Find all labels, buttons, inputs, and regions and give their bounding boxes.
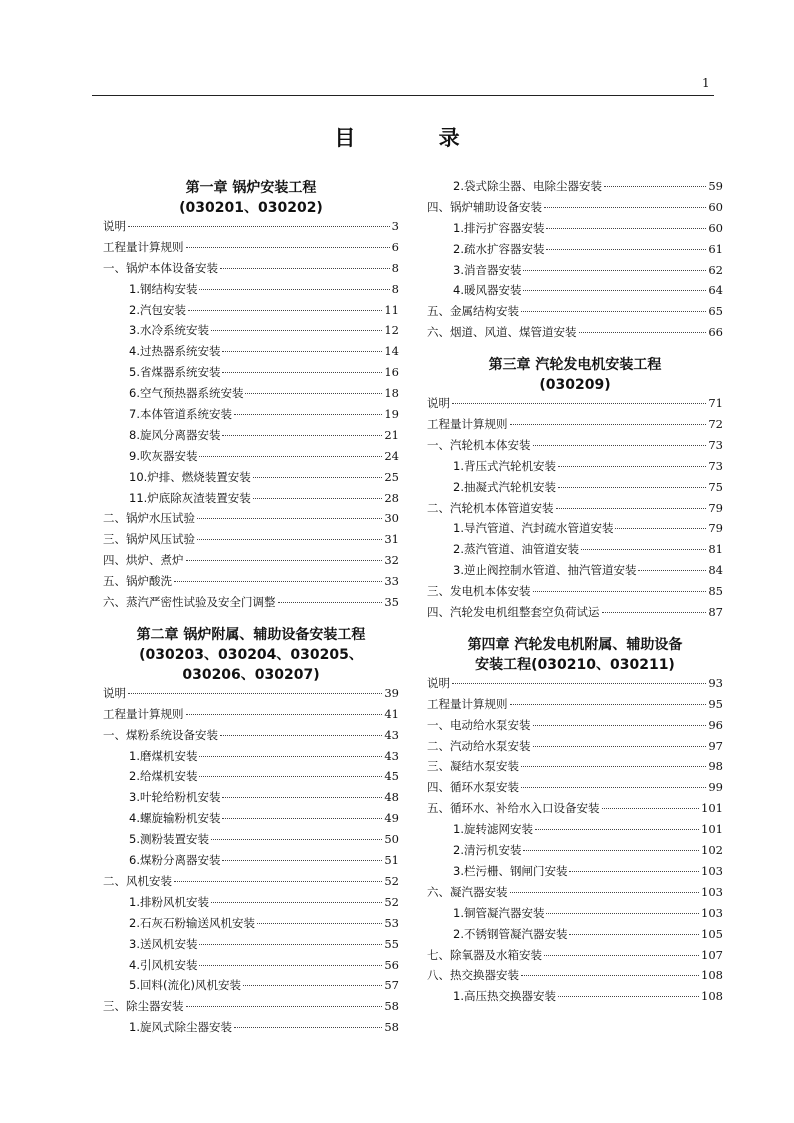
toc-entry[interactable]: [427, 458, 723, 479]
toc-entry[interactable]: [103, 831, 399, 852]
toc-leader-dots: [234, 1027, 382, 1028]
toc-leader-dots: [174, 881, 382, 882]
toc-entry[interactable]: [103, 385, 399, 406]
toc-entry[interactable]: [427, 199, 723, 220]
toc-leader-dots: [199, 776, 382, 777]
toc-entry[interactable]: [103, 685, 399, 706]
toc-leader-dots: [544, 955, 699, 956]
chapter-heading: (030201、030202): [179, 200, 323, 216]
toc-leader-dots: [521, 311, 706, 312]
toc-leader-dots: [174, 581, 382, 582]
toc-leader-dots: [278, 602, 383, 603]
toc-leader-dots: [546, 228, 706, 229]
toc-leader-dots: [523, 850, 699, 851]
toc-leader-dots: [533, 746, 707, 747]
toc-leader-dots: [521, 787, 706, 788]
toc-page-number: 57: [384, 978, 399, 993]
toc-entry-title: 1.旋风式除尘器安装: [129, 1020, 232, 1035]
toc-page-number: 56: [384, 957, 399, 972]
toc-entry[interactable]: [103, 810, 399, 831]
toc-entry-title: 二、汽动给水泵安装: [427, 738, 531, 753]
toc-leader-dots: [638, 570, 706, 571]
toc-page-number: 12: [384, 323, 399, 338]
toc-entry[interactable]: [103, 573, 399, 594]
toc-page-number: 96: [708, 717, 723, 732]
toc-page-number: 85: [708, 584, 723, 599]
toc-leader-dots: [510, 892, 700, 893]
toc-page-number: 33: [384, 574, 399, 589]
toc-entry[interactable]: [427, 562, 723, 583]
toc-leader-dots: [197, 518, 382, 519]
chapter-heading: 第三章 汽轮发电机安装工程: [488, 357, 662, 374]
toc-page-number: 31: [384, 532, 399, 547]
toc-entry-title: 六、烟道、风道、煤管道安装: [427, 325, 577, 340]
toc-page-number: 45: [384, 769, 399, 784]
toc-entry[interactable]: [103, 218, 399, 239]
chapter-heading: 第二章 锅炉附属、辅助设备安装工程: [136, 626, 366, 643]
toc-entry-title: 五、循环水、补给水入口设备安装: [427, 801, 600, 816]
toc-page-number: 21: [384, 427, 399, 442]
toc-leader-dots: [569, 934, 699, 935]
toc-entry[interactable]: [427, 821, 723, 842]
toc-page-number: 28: [384, 490, 399, 505]
toc-page-number: 14: [384, 344, 399, 359]
toc-entry-title: 10.炉排、燃烧装置安装: [129, 469, 251, 484]
toc-page-number: 65: [708, 304, 723, 319]
toc-entry-title: 6.空气预热器系统安装: [129, 386, 244, 401]
toc-page-number: 30: [384, 511, 399, 526]
toc-leader-dots: [243, 985, 382, 986]
toc-leader-dots: [128, 226, 390, 227]
toc-entry-title: 工程量计算规则: [103, 706, 184, 721]
toc-entry-title: 一、汽轮机本体安装: [427, 437, 531, 452]
toc-entry[interactable]: [427, 479, 723, 500]
toc-leader-dots: [602, 612, 707, 613]
toc-leader-dots: [222, 797, 382, 798]
toc-entry-title: 六、蒸汽严密性试验及安全门调整: [103, 595, 276, 610]
toc-entry[interactable]: [427, 395, 723, 416]
toc-entry-title: 二、汽轮机本体管道安装: [427, 500, 554, 515]
toc-entry-title: 三、除尘器安装: [103, 999, 184, 1014]
toc-page-number: 108: [701, 989, 723, 1004]
toc-entry-title: 2.石灰石粉输送风机安装: [129, 915, 255, 930]
toc-leader-dots: [544, 207, 706, 208]
toc-page-number: 52: [384, 894, 399, 909]
toc-entry[interactable]: [427, 262, 723, 283]
toc-page-number: 8: [391, 260, 399, 275]
toc-page-number: 79: [708, 521, 723, 536]
toc-leader-dots: [199, 289, 389, 290]
toc-entry[interactable]: [427, 303, 723, 324]
toc-leader-dots: [523, 290, 706, 291]
toc-entry-title: 四、循环水泵安装: [427, 780, 519, 795]
toc-page-number: 71: [708, 396, 723, 411]
toc-entry[interactable]: [103, 364, 399, 385]
toc-entry-title: 3.叶轮给粉机安装: [129, 790, 221, 805]
toc-page-number: 50: [384, 832, 399, 847]
toc-entry-title: 1.铜管凝汽器安装: [453, 905, 545, 920]
toc-leader-dots: [245, 393, 382, 394]
toc-entry-title: 四、烘炉、煮炉: [103, 553, 184, 568]
toc-leader-dots: [546, 249, 706, 250]
toc-entry[interactable]: [427, 863, 723, 884]
toc-page-number: 97: [708, 738, 723, 753]
toc-leader-dots: [211, 839, 382, 840]
toc-entry[interactable]: [427, 988, 723, 1009]
toc-entry[interactable]: [427, 779, 723, 800]
chapter-heading: 安装工程(030210、030211): [475, 656, 675, 673]
toc-entry-title: 4.过热器系统安装: [129, 344, 221, 359]
toc-entry-title: 一、锅炉本体设备安装: [103, 260, 218, 275]
toc-leader-dots: [186, 714, 383, 715]
toc-entry[interactable]: [427, 541, 723, 562]
toc-leader-dots: [197, 539, 382, 540]
toc-entry-title: 3.送风机安装: [129, 936, 198, 951]
toc-page-number: 43: [384, 748, 399, 763]
toc-entry-title: 3.消音器安装: [453, 262, 522, 277]
toc-page-number: 99: [708, 780, 723, 795]
toc-page-number: 103: [701, 863, 723, 878]
toc-entry[interactable]: [427, 241, 723, 262]
toc-entry-title: 二、风机安装: [103, 873, 172, 888]
toc-entry-title: 2.给煤机安装: [129, 769, 198, 784]
toc-entry[interactable]: [427, 324, 723, 345]
toc-entry-title: 说明: [103, 219, 126, 233]
toc-entry-title: 4.螺旋输粉机安装: [129, 811, 221, 826]
toc-entry[interactable]: [103, 490, 399, 511]
toc-page-number: 95: [708, 696, 723, 711]
toc-page-number: 16: [384, 365, 399, 380]
toc-left-column: [103, 178, 399, 1040]
toc-leader-dots: [615, 528, 706, 529]
toc-leader-dots: [253, 477, 383, 478]
toc-entry-title: 五、锅炉酸洗: [103, 574, 172, 589]
toc-leader-dots: [220, 268, 390, 269]
toc-leader-dots: [199, 965, 382, 966]
toc-right-column: [427, 178, 723, 1009]
toc-entry-title: 工程量计算规则: [103, 239, 184, 254]
toc-entry[interactable]: [103, 510, 399, 531]
toc-entry[interactable]: [103, 469, 399, 490]
toc-page-number: 39: [384, 685, 399, 700]
toc-entry-title: 9.吹灰器安装: [129, 448, 198, 463]
toc-entry[interactable]: [103, 894, 399, 915]
toc-entry-title: 1.排粉风机安装: [129, 894, 209, 909]
toc-leader-dots: [222, 818, 382, 819]
chapter-heading: (030209): [539, 377, 611, 394]
toc-entry-title: 1.钢结构安装: [129, 281, 198, 296]
toc-leader-dots: [222, 435, 382, 436]
toc-entry-title: 1.磨煤机安装: [129, 748, 198, 763]
toc-page-number: 41: [384, 706, 399, 721]
toc-page-number: 48: [384, 790, 399, 805]
toc-entry[interactable]: [427, 220, 723, 241]
toc-entry[interactable]: [103, 957, 399, 978]
toc-entry[interactable]: [427, 842, 723, 863]
toc-leader-dots: [533, 445, 707, 446]
toc-page-number: 79: [708, 500, 723, 515]
toc-entry-title: 5.省煤器系统安装: [129, 365, 221, 380]
toc-page-number: 98: [708, 759, 723, 774]
toc-entry[interactable]: [427, 884, 723, 905]
chapter-heading: (030203、030204、030205、030206、030207): [139, 646, 363, 683]
page-number: 1: [702, 76, 710, 90]
toc-entry[interactable]: [103, 427, 399, 448]
toc-entry[interactable]: [427, 437, 723, 458]
toc-page-number: 43: [384, 727, 399, 742]
toc-page-number: 64: [708, 283, 723, 298]
toc-entry[interactable]: [427, 905, 723, 926]
toc-leader-dots: [602, 808, 700, 809]
toc-page-number: 103: [701, 905, 723, 920]
toc-leader-dots: [510, 704, 707, 705]
toc-leader-dots: [452, 683, 706, 684]
toc-entry-title: 2.抽凝式汽轮机安装: [453, 479, 556, 494]
toc-page-number: 53: [384, 915, 399, 930]
toc-entry-title: 三、锅炉风压试验: [103, 532, 195, 547]
toc-leader-dots: [186, 247, 390, 248]
toc-leader-dots: [220, 735, 382, 736]
toc-page-number: 81: [708, 542, 723, 557]
toc-leader-dots: [257, 923, 382, 924]
toc-entry-title: 一、煤粉系统设备安装: [103, 727, 218, 742]
toc-leader-dots: [211, 330, 382, 331]
toc-entry[interactable]: [427, 738, 723, 759]
toc-page-number: 108: [701, 968, 723, 983]
toc-leader-dots: [452, 403, 706, 404]
toc-page-number: 51: [384, 853, 399, 868]
toc-entry-title: 3.逆止阀控制水管道、抽汽管道安装: [453, 563, 637, 578]
toc-entry-title: 七、除氧器及水箱安装: [427, 947, 542, 962]
toc-entry[interactable]: [103, 936, 399, 957]
toc-entry-title: 四、汽轮发电机组整套空负荷试运: [427, 605, 600, 620]
toc-entry-title: 6.煤粉分离器安装: [129, 853, 221, 868]
toc-page-number: 18: [384, 386, 399, 401]
toc-entry-title: 3.水冷系统安装: [129, 323, 209, 338]
toc-leader-dots: [128, 693, 382, 694]
toc-page-number: 52: [384, 873, 399, 888]
toc-entry-title: 一、电动给水泵安装: [427, 717, 531, 732]
toc-entry-title: 说明: [427, 675, 450, 690]
toc-leader-dots: [199, 756, 382, 757]
toc-page-number: 61: [708, 241, 723, 256]
toc-entry[interactable]: [103, 322, 399, 343]
toc-entry-title: 1.导汽管道、汽封疏水管道安装: [453, 521, 614, 536]
toc-page-number: 32: [384, 553, 399, 568]
toc-entry-title: 2.清污机安装: [453, 843, 522, 858]
toc-entry[interactable]: [103, 998, 399, 1019]
toc-entry[interactable]: [103, 260, 399, 281]
toc-leader-dots: [556, 508, 707, 509]
toc-page-number: 3: [391, 219, 399, 233]
toc-leader-dots: [188, 310, 382, 311]
toc-leader-dots: [222, 860, 382, 861]
toc-page-number: 24: [384, 448, 399, 463]
toc-entry-title: 工程量计算规则: [427, 696, 508, 711]
toc-entry[interactable]: [103, 748, 399, 769]
toc-entry[interactable]: [103, 281, 399, 302]
toc-entry-title: 1.旋转滤网安装: [453, 822, 533, 837]
toc-leader-dots: [186, 560, 383, 561]
toc-entry[interactable]: [103, 448, 399, 469]
toc-entry[interactable]: [427, 583, 723, 604]
toc-entry[interactable]: [103, 406, 399, 427]
toc-leader-dots: [581, 549, 706, 550]
toc-entry-title: 二、锅炉水压试验: [103, 511, 195, 526]
toc-entry[interactable]: [427, 967, 723, 988]
toc-leader-dots: [558, 487, 706, 488]
toc-entry-title: 工程量计算规则: [427, 417, 508, 432]
toc-leader-dots: [222, 351, 382, 352]
toc-page-number: 35: [384, 595, 399, 610]
chapter-heading: 第一章 锅炉安装工程: [185, 180, 317, 196]
toc-leader-dots: [186, 1006, 383, 1007]
toc-entry[interactable]: [427, 717, 723, 738]
toc-page-number: 73: [708, 437, 723, 452]
toc-entry[interactable]: [427, 800, 723, 821]
toc-page-number: 101: [701, 801, 723, 816]
toc-entry-title: 4.引风机安装: [129, 957, 198, 972]
toc-entry[interactable]: [427, 947, 723, 968]
toc-entry-title: 8.旋风分离器安装: [129, 427, 221, 442]
toc-entry[interactable]: [427, 758, 723, 779]
toc-leader-dots: [521, 766, 706, 767]
toc-entry[interactable]: [427, 604, 723, 625]
toc-page-number: 62: [708, 262, 723, 277]
toc-page-number: 72: [708, 417, 723, 432]
toc-entry-title: 六、凝汽器安装: [427, 884, 508, 899]
toc-leader-dots: [558, 996, 699, 997]
toc-entry[interactable]: [103, 706, 399, 727]
toc-entry-title: 说明: [427, 396, 450, 411]
toc-entry[interactable]: [103, 552, 399, 573]
page-title: 目 录: [334, 126, 498, 150]
toc-leader-dots: [546, 913, 699, 914]
toc-entry[interactable]: [103, 594, 399, 615]
chapter-heading: 第四章 汽轮发电机附属、辅助设备: [467, 636, 683, 653]
toc-entry-title: 2.袋式除尘器、电除尘器安装: [453, 179, 602, 193]
toc-page-number: 59: [708, 179, 723, 193]
toc-page-number: 8: [391, 281, 399, 296]
toc-leader-dots: [510, 424, 707, 425]
toc-leader-dots: [579, 332, 707, 333]
toc-leader-dots: [533, 725, 707, 726]
toc-leader-dots: [199, 456, 382, 457]
toc-entry[interactable]: [427, 696, 723, 717]
toc-entry-title: 说明: [103, 685, 126, 700]
toc-entry[interactable]: [103, 873, 399, 894]
toc-entry-title: 八、热交换器安装: [427, 968, 519, 983]
toc-entry-title: 4.暖风器安装: [453, 283, 522, 298]
toc-leader-dots: [535, 829, 699, 830]
toc-entry[interactable]: [427, 520, 723, 541]
toc-page-number: 19: [384, 407, 399, 422]
toc-page-number: 102: [701, 843, 723, 858]
toc-entry[interactable]: [103, 343, 399, 364]
toc-entry-title: 7.本体管道系统安装: [129, 407, 232, 422]
toc-page-number: 25: [384, 469, 399, 484]
toc-entry[interactable]: [103, 531, 399, 552]
toc-leader-dots: [234, 414, 382, 415]
toc-page-number: 49: [384, 811, 399, 826]
header-rule: [92, 95, 714, 96]
toc-leader-dots: [253, 498, 383, 499]
toc-page-number: 58: [384, 999, 399, 1014]
toc-page-number: 93: [708, 675, 723, 690]
toc-entry[interactable]: [427, 282, 723, 303]
toc-leader-dots: [604, 186, 706, 187]
toc-leader-dots: [558, 466, 706, 467]
toc-entry-title: 三、凝结水泵安装: [427, 759, 519, 774]
toc-page-number: 87: [708, 605, 723, 620]
toc-entry-title: 5.测粉装置安装: [129, 832, 209, 847]
toc-entry-title: 11.炉底除灰渣装置安装: [129, 490, 251, 505]
toc-entry[interactable]: [103, 768, 399, 789]
toc-page-number: 66: [708, 325, 723, 340]
toc-entry-title: 五、金属结构安装: [427, 304, 519, 319]
toc-leader-dots: [199, 944, 382, 945]
toc-page-number: 75: [708, 479, 723, 494]
toc-leader-dots: [222, 372, 382, 373]
toc-leader-dots: [523, 270, 706, 271]
toc-entry-title: 2.汽包安装: [129, 302, 186, 317]
toc-entry-title: 1.高压热交换器安装: [453, 989, 556, 1004]
toc-page-number: 84: [708, 563, 723, 578]
toc-entry[interactable]: [103, 977, 399, 998]
toc-page-number: 58: [384, 1020, 399, 1035]
toc-entry[interactable]: [427, 675, 723, 696]
toc-page-number: 55: [384, 936, 399, 951]
toc-page-number: 11: [384, 302, 399, 317]
toc-page-number: 107: [701, 947, 723, 962]
toc-page-number: 60: [708, 220, 723, 235]
toc-entry-title: 1.排污扩容器安装: [453, 220, 545, 235]
toc-entry[interactable]: [103, 915, 399, 936]
toc-page-number: 73: [708, 458, 723, 473]
toc-entry[interactable]: [427, 500, 723, 521]
toc-entry[interactable]: [427, 178, 723, 199]
toc-entry-title: 5.回料(流化)风机安装: [129, 978, 241, 993]
toc-page-number: 6: [391, 239, 399, 254]
toc-entry[interactable]: [103, 852, 399, 873]
toc-entry-title: 2.蒸汽管道、油管道安装: [453, 542, 579, 557]
toc-page-number: 101: [701, 822, 723, 837]
toc-page-number: 103: [701, 884, 723, 899]
toc-entry[interactable]: [103, 1019, 399, 1040]
toc-entry[interactable]: [427, 926, 723, 947]
toc-entry-title: 2.疏水扩容器安装: [453, 241, 545, 256]
toc-entry[interactable]: [103, 239, 399, 260]
toc-entry[interactable]: [427, 416, 723, 437]
toc-entry-title: 2.不锈钢管凝汽器安装: [453, 926, 568, 941]
toc-page-number: 105: [701, 926, 723, 941]
toc-entry-title: 三、发电机本体安装: [427, 584, 531, 599]
toc-page-number: 60: [708, 199, 723, 214]
toc-entry-title: 四、锅炉辅助设备安装: [427, 199, 542, 214]
toc-entry[interactable]: [103, 302, 399, 323]
toc-entry-title: 3.栏污栅、钢闸门安装: [453, 863, 568, 878]
toc-leader-dots: [211, 902, 382, 903]
toc-entry[interactable]: [103, 727, 399, 748]
toc-leader-dots: [521, 975, 699, 976]
toc-entry[interactable]: [103, 789, 399, 810]
toc-leader-dots: [569, 871, 699, 872]
toc-entry-title: 1.背压式汽轮机安装: [453, 458, 556, 473]
toc-leader-dots: [533, 591, 707, 592]
